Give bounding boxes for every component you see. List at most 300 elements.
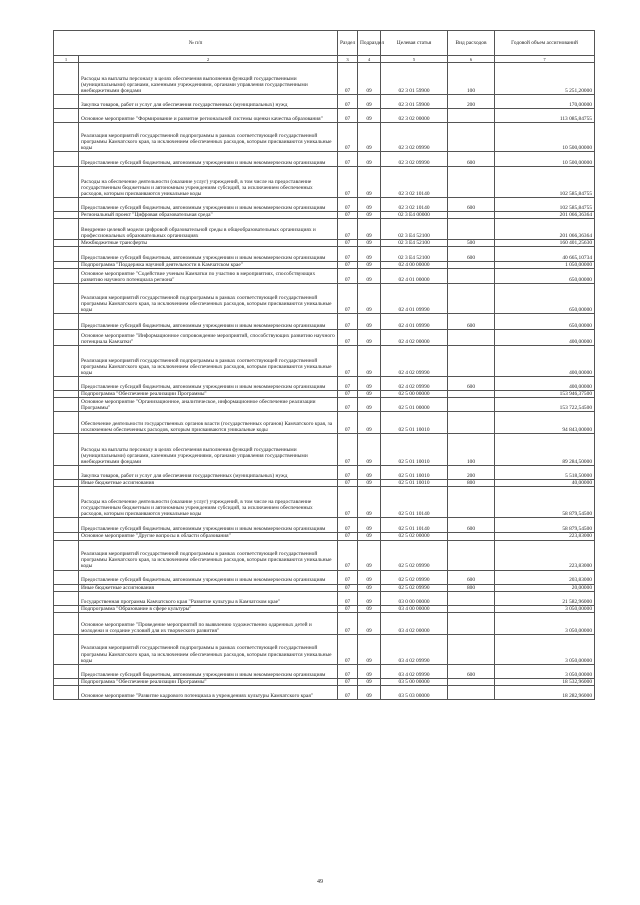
row-index-cell [54,247,79,262]
row-razdel-cell: 07 [338,591,358,605]
row-target-article-cell: 02 3 E4 52100 [381,240,448,247]
row-target-article-cell: 02 5 02 09990 [381,540,448,570]
row-index-cell [54,123,79,152]
row-sum-cell: 400,00000 [495,346,595,377]
row-razdel-cell: 07 [338,612,358,634]
table-row [54,605,595,612]
row-razdel-cell: 07 [338,605,358,612]
table-row [54,398,595,412]
row-razdel-cell: 07 [338,685,358,699]
row-target-article-cell: 02 3 01 59900 [381,95,448,109]
row-sum-cell: 223,83000 [495,540,595,570]
row-sum-cell: 153 946,37500 [495,391,595,398]
row-podrazdel-cell: 09 [358,391,381,398]
row-expense-type-cell: 600 [448,198,495,212]
row-sum-cell: 160 401,25630 [495,240,595,247]
row-expense-type-cell [448,591,495,605]
row-podrazdel-cell: 09 [358,634,381,664]
row-target-article-cell: 02 3 02 09990 [381,152,448,167]
table-row [54,152,595,167]
row-sum-cell: 203,83000 [495,570,595,584]
row-razdel-cell: 07 [338,247,358,262]
row-expense-type-cell: 500 [448,240,495,247]
row-razdel-cell: 07 [338,412,358,434]
row-podrazdel-cell: 09 [358,219,381,240]
row-index-cell [54,412,79,434]
row-razdel-cell: 07 [338,240,358,247]
row-name-cell: Предоставление субсидий бюджетным, автономным учреждениям и иным некоммерческим организациям [79,314,338,330]
row-target-article-cell: 03 5 00 00000 [381,678,448,685]
row-expense-type-cell [448,123,495,152]
row-razdel-cell: 07 [338,634,358,664]
row-target-article-cell: 02 5 02 09990 [381,584,448,591]
col-number: 5 [381,56,448,63]
row-razdel-cell: 07 [338,123,358,152]
table-row [54,284,595,314]
row-name-cell: Предоставление субсидий бюджетным, автономным учреждениям и иным некоммерческим организациям [79,198,338,212]
row-target-article-cell: 03 4 02 00000 [381,612,448,634]
row-sum-cell: 10 500,00000 [495,123,595,152]
row-sum-cell: 3 050,00000 [495,612,595,634]
row-podrazdel-cell: 09 [358,198,381,212]
row-target-article-cell: 02 4 01 09990 [381,314,448,330]
row-podrazdel-cell: 09 [358,434,381,466]
row-name-cell: Реализация мероприятий государственной подпрограммы в рамках соответствующей государственной программы Камчатского края, за исключением обеспеченных расходов, которым присваиваются уникальные коды [79,284,338,314]
row-podrazdel-cell: 09 [358,212,381,219]
row-expense-type-cell: 200 [448,466,495,480]
row-podrazdel-cell: 09 [358,346,381,377]
row-podrazdel-cell: 09 [358,123,381,152]
row-razdel-cell: 07 [338,377,358,391]
row-expense-type-cell: 100 [448,434,495,466]
table-row [54,269,595,284]
row-razdel-cell: 07 [338,466,358,480]
row-expense-type-cell [448,330,495,346]
table-row [54,434,595,466]
row-target-article-cell: 03 0 00 00000 [381,591,448,605]
row-razdel-cell: 07 [338,198,358,212]
table-row [54,518,595,533]
row-sum-cell: 18 282,96000 [495,685,595,699]
row-expense-type-cell [448,167,495,198]
row-index-cell [54,480,79,487]
row-expense-type-cell [448,346,495,377]
row-name-cell: Подпрограмма "Образование в сфере культуры" [79,605,338,612]
row-sum-cell: 40 665,10734 [495,247,595,262]
row-podrazdel-cell: 09 [358,377,381,391]
row-expense-type-cell [448,109,495,123]
row-name-cell: Основное мероприятие "Формирование и развитие региональной системы оценки качества образования" [79,109,338,123]
row-razdel-cell: 07 [338,398,358,412]
col-header-expense-type: Вид расходов [448,31,495,56]
row-name-cell: Предоставление субсидий бюджетным, автономным учреждениям и иным некоммерческим организациям [79,664,338,678]
row-expense-type-cell [448,487,495,518]
table-row [54,570,595,584]
row-target-article-cell: 02 5 01 00000 [381,398,448,412]
row-razdel-cell: 07 [338,167,358,198]
row-sum-cell: 5 518,50000 [495,466,595,480]
row-target-article-cell: 02 4 01 00000 [381,269,448,284]
table-row [54,167,595,198]
row-index-cell [54,487,79,518]
row-target-article-cell: 02 3 02 09990 [381,123,448,152]
budget-table-container [53,30,594,700]
row-index-cell [54,198,79,212]
row-index-cell [54,634,79,664]
row-sum-cell: 3 050,00000 [495,605,595,612]
row-razdel-cell: 07 [338,269,358,284]
row-target-article-cell: 03 4 02 09990 [381,634,448,664]
row-sum-cell: 58 879,54500 [495,518,595,533]
row-podrazdel-cell: 09 [358,109,381,123]
row-expense-type-cell [448,605,495,612]
row-podrazdel-cell: 09 [358,398,381,412]
row-sum-cell: 400,00000 [495,377,595,391]
row-name-cell: Региональный проект "Цифровая образовательная среда" [79,212,338,219]
row-target-article-cell: 02 4 02 00000 [381,330,448,346]
table-row [54,109,595,123]
row-expense-type-cell: 800 [448,584,495,591]
row-sum-cell: 102 585,84755 [495,198,595,212]
row-target-article-cell: 03 4 02 09990 [381,664,448,678]
row-sum-cell: 223,83000 [495,533,595,540]
row-podrazdel-cell: 09 [358,605,381,612]
row-expense-type-cell [448,540,495,570]
table-row [54,533,595,540]
table-row [54,63,595,95]
row-name-cell: Расходы на обеспечение деятельности (оказание услуг) учреждений, в том числе на предоставление государственным бюджетным и автономным учреждениям субсидий, за исключением обеспеченных расходов, которым присваиваются уникальные коды [79,167,338,198]
row-target-article-cell: 02 5 00 00000 [381,391,448,398]
row-razdel-cell: 07 [338,678,358,685]
row-sum-cell: 18 532,96000 [495,678,595,685]
row-name-cell: Основное мероприятие "Проведение мероприятий по выявлению художественно одаренных детей и молодежи и создание условий для их творческого развития" [79,612,338,634]
row-target-article-cell: 02 4 01 09990 [381,284,448,314]
col-header-razdel: Раздел [338,31,358,56]
table-row [54,664,595,678]
row-expense-type-cell [448,284,495,314]
table-row [54,247,595,262]
row-podrazdel-cell: 09 [358,314,381,330]
row-name-cell: Расходы на обеспечение деятельности (оказание услуг) учреждений, в том числе на предоставление государственным бюджетным и автономным учреждениям субсидий, за исключением обеспеченных расходов, которым присваиваются уникальные коды [79,487,338,518]
row-expense-type-cell: 600 [448,570,495,584]
row-sum-cell: 650,00000 [495,314,595,330]
row-sum-cell: 89 284,50000 [495,434,595,466]
row-podrazdel-cell: 09 [358,95,381,109]
table-row [54,240,595,247]
row-sum-cell: 153 722,54500 [495,398,595,412]
row-podrazdel-cell: 09 [358,487,381,518]
col-number: 3 [338,56,358,63]
header-row [54,31,595,56]
row-razdel-cell: 07 [338,95,358,109]
table-row [54,314,595,330]
row-expense-type-cell [448,219,495,240]
row-name-cell: Подпрограмма "Обеспечение реализации Программы" [79,678,338,685]
row-index-cell [54,314,79,330]
row-target-article-cell: 02 5 01 10010 [381,480,448,487]
row-expense-type-cell [448,391,495,398]
row-podrazdel-cell: 09 [358,63,381,95]
row-sum-cell: 5 251,20000 [495,63,595,95]
table-row [54,330,595,346]
row-target-article-cell: 02 3 E4 52100 [381,219,448,240]
row-name-cell: Основное мероприятие "Развитие кадрового потенциала в учреждениях культуры Камчатского края" [79,685,338,699]
row-expense-type-cell [448,262,495,269]
row-podrazdel-cell: 09 [358,284,381,314]
row-razdel-cell: 07 [338,584,358,591]
row-podrazdel-cell: 09 [358,167,381,198]
row-expense-type-cell [448,533,495,540]
row-target-article-cell: 02 3 02 10140 [381,167,448,198]
row-index-cell [54,434,79,466]
table-row [54,123,595,152]
row-podrazdel-cell: 09 [358,664,381,678]
row-expense-type-cell: 600 [448,152,495,167]
row-index-cell [54,518,79,533]
row-expense-type-cell: 800 [448,480,495,487]
row-name-cell: Предоставление субсидий бюджетным, автономным учреждениям и иным некоммерческим организациям [79,152,338,167]
col-header-podrazdel: Подраздел [358,31,381,56]
row-expense-type-cell: 100 [448,63,495,95]
row-expense-type-cell: 600 [448,377,495,391]
row-name-cell: Основное мероприятие "Информационное сопровождение мероприятий, способствующих развитию научного потенциала Камчатки" [79,330,338,346]
row-target-article-cell: 02 3 E4 00000 [381,212,448,219]
row-expense-type-cell [448,212,495,219]
row-target-article-cell: 02 5 01 10140 [381,518,448,533]
row-target-article-cell: 02 5 02 00000 [381,533,448,540]
row-razdel-cell: 07 [338,346,358,377]
row-index-cell [54,346,79,377]
row-razdel-cell: 07 [338,212,358,219]
row-razdel-cell: 07 [338,533,358,540]
row-index-cell [54,109,79,123]
row-podrazdel-cell: 09 [358,247,381,262]
table-row [54,591,595,605]
row-name-cell: Закупка товаров, работ и услуг для обеспечения государственных (муниципальных) нужд [79,95,338,109]
row-expense-type-cell [448,269,495,284]
row-target-article-cell: 02 4 02 09990 [381,377,448,391]
row-podrazdel-cell: 09 [358,584,381,591]
table-row [54,466,595,480]
row-target-article-cell: 03 5 03 00000 [381,685,448,699]
row-name-cell: Расходы на выплаты персоналу в целях обеспечения выполнения функций государственными (муниципальными) органами, казенными учреждениями, органами управления государственными внебюджетными фондами [79,63,338,95]
row-name-cell: Реализация мероприятий государственной подпрограммы в рамках соответствующей государственной программы Камчатского края, за исключением обеспеченных расходов, которым присваиваются уникальные коды [79,123,338,152]
row-index-cell [54,591,79,605]
row-sum-cell: 102 585,84755 [495,167,595,198]
row-index-cell [54,685,79,699]
row-podrazdel-cell: 09 [358,330,381,346]
col-number: 1 [54,56,79,63]
row-sum-cell: 201 066,36364 [495,219,595,240]
row-sum-cell: 650,00000 [495,284,595,314]
row-expense-type-cell [448,412,495,434]
page-number: 49 [317,879,323,885]
row-razdel-cell: 07 [338,63,358,95]
col-header-target-article: Целевая статья [381,31,448,56]
row-name-cell: Внедрение целевой модели цифровой образовательной среды в общеобразовательных организациях и профессиональных образовательных организациях [79,219,338,240]
row-name-cell: Подпрограмма "Поддержка научной деятельности в Камчатском крае" [79,262,338,269]
row-expense-type-cell: 600 [448,664,495,678]
row-name-cell: Предоставление субсидий бюджетным, автономным учреждениям и иным некоммерческим организациям [79,518,338,533]
row-name-cell: Иные бюджетные ассигнования [79,480,338,487]
table-row [54,262,595,269]
row-podrazdel-cell: 09 [358,685,381,699]
table-row [54,377,595,391]
row-podrazdel-cell: 09 [358,269,381,284]
budget-table [53,30,595,700]
row-index-cell [54,269,79,284]
row-podrazdel-cell: 09 [358,466,381,480]
table-row [54,346,595,377]
row-podrazdel-cell: 09 [358,570,381,584]
row-razdel-cell: 07 [338,314,358,330]
table-row [54,391,595,398]
row-expense-type-cell [448,678,495,685]
row-name-cell: Основное мероприятие "Организационное, аналитическое, информационное обеспечение реализации Программы" [79,398,338,412]
row-sum-cell: 21 582,96000 [495,591,595,605]
col-header-name: № п/п [54,31,338,56]
table-row [54,95,595,109]
row-target-article-cell: 02 3 02 10140 [381,198,448,212]
row-target-article-cell: 02 3 E4 52100 [381,247,448,262]
column-number-row [54,56,595,63]
row-target-article-cell: 02 3 02 00000 [381,109,448,123]
row-expense-type-cell [448,634,495,664]
row-expense-type-cell: 600 [448,518,495,533]
table-row [54,685,595,699]
row-name-cell: Закупка товаров, работ и услуг для обеспечения государственных (муниципальных) нужд [79,466,338,480]
row-target-article-cell: 02 4 00 00000 [381,262,448,269]
row-index-cell [54,398,79,412]
table-row [54,212,595,219]
row-index-cell [54,584,79,591]
row-name-cell: Предоставление субсидий бюджетным, автономным учреждениям и иным некоммерческим организациям [79,570,338,584]
row-index-cell [54,570,79,584]
row-razdel-cell: 07 [338,284,358,314]
row-index-cell [54,540,79,570]
row-expense-type-cell: 200 [448,95,495,109]
row-sum-cell: 170,00000 [495,95,595,109]
col-number: 2 [79,56,338,63]
row-target-article-cell: 02 3 01 59900 [381,63,448,95]
row-razdel-cell: 07 [338,330,358,346]
row-index-cell [54,678,79,685]
row-index-cell [54,466,79,480]
table-row [54,612,595,634]
row-sum-cell: 113 085,84755 [495,109,595,123]
row-index-cell [54,605,79,612]
col-number: 7 [495,56,595,63]
row-sum-cell: 40,00000 [495,480,595,487]
row-razdel-cell: 07 [338,518,358,533]
table-row [54,219,595,240]
row-expense-type-cell [448,612,495,634]
row-index-cell [54,152,79,167]
row-name-cell: Подпрограмма "Обеспечение реализации Программы" [79,391,338,398]
row-razdel-cell: 07 [338,487,358,518]
row-name-cell: Расходы на выплаты персоналу в целях обеспечения выполнения функций государственными (муниципальными) органами, казенными учреждениями, органами управления государственными внебюджетными фондами [79,434,338,466]
row-index-cell [54,63,79,95]
table-row [54,584,595,591]
row-name-cell: Государственная программа Камчатского края "Развитие культуры в Камчатском крае" [79,591,338,605]
row-index-cell [54,330,79,346]
row-index-cell [54,212,79,219]
row-target-article-cell: 02 4 02 09990 [381,346,448,377]
row-sum-cell: 400,00000 [495,330,595,346]
row-podrazdel-cell: 09 [358,612,381,634]
table-row [54,412,595,434]
row-index-cell [54,391,79,398]
row-razdel-cell: 07 [338,109,358,123]
row-podrazdel-cell: 09 [358,412,381,434]
row-razdel-cell: 07 [338,219,358,240]
table-row [54,198,595,212]
row-index-cell [54,240,79,247]
row-podrazdel-cell: 09 [358,540,381,570]
row-sum-cell: 10 500,00000 [495,152,595,167]
col-number: 6 [448,56,495,63]
row-index-cell [54,219,79,240]
row-index-cell [54,95,79,109]
col-header-annual-sum: Годовой объем ассигнований [495,31,595,56]
row-sum-cell: 650,00000 [495,269,595,284]
row-name-cell: Иные бюджетные ассигнования [79,584,338,591]
row-target-article-cell: 02 5 02 09990 [381,570,448,584]
row-name-cell: Предоставление субсидий бюджетным, автономным учреждениям и иным некоммерческим организациям [79,377,338,391]
table-row [54,540,595,570]
row-index-cell [54,377,79,391]
row-podrazdel-cell: 09 [358,533,381,540]
row-target-article-cell: 02 5 01 10140 [381,487,448,518]
row-name-cell: Реализация мероприятий государственной подпрограммы в рамках соответствующей государственной программы Камчатского края, за исключением обеспеченных расходов, которым присваиваются уникальные коды [79,540,338,570]
row-razdel-cell: 07 [338,540,358,570]
table-row [54,678,595,685]
row-expense-type-cell [448,398,495,412]
row-name-cell: Основное мероприятие "Другие вопросы в области образования" [79,533,338,540]
row-name-cell: Реализация мероприятий государственной подпрограммы в рамках соответствующей государственной программы Камчатского края, за исключением обеспеченных расходов, которым присваиваются уникальные коды [79,346,338,377]
row-razdel-cell: 07 [338,434,358,466]
row-razdel-cell: 07 [338,152,358,167]
row-index-cell [54,262,79,269]
row-name-cell: Основное мероприятие "Содействие ученым Камчатки по участию в мероприятиях, способствующих развитию научного потенциала региона" [79,269,338,284]
row-target-article-cell: 02 5 01 10010 [381,466,448,480]
row-sum-cell: 1 050,00000 [495,262,595,269]
row-name-cell: Обеспечение деятельности государственных органов власти (государственных органов) Камчатского края, за исключением обеспеченных расходов, которым присваиваются уникальные коды [79,412,338,434]
row-name-cell: Предоставление субсидий бюджетным, автономным учреждениям и иным некоммерческим организациям [79,247,338,262]
row-sum-cell: 20,00000 [495,584,595,591]
row-podrazdel-cell: 09 [358,518,381,533]
row-podrazdel-cell: 09 [358,480,381,487]
row-razdel-cell: 07 [338,480,358,487]
row-target-article-cell: 03 4 00 00000 [381,605,448,612]
row-index-cell [54,533,79,540]
row-expense-type-cell: 600 [448,247,495,262]
table-row [54,634,595,664]
row-index-cell [54,167,79,198]
row-expense-type-cell [448,685,495,699]
table-row [54,480,595,487]
row-podrazdel-cell: 09 [358,591,381,605]
row-podrazdel-cell: 09 [358,262,381,269]
row-expense-type-cell: 600 [448,314,495,330]
row-index-cell [54,612,79,634]
row-index-cell [54,284,79,314]
row-sum-cell: 3 050,00000 [495,634,595,664]
row-name-cell: Реализация мероприятий государственной подпрограммы в рамках соответствующей государственной программы Камчатского края, за исключением обеспеченных расходов, которым присваиваются уникальные коды [79,634,338,664]
row-name-cell: Межбюджетные трансферты [79,240,338,247]
row-podrazdel-cell: 09 [358,152,381,167]
row-target-article-cell: 02 5 01 10010 [381,412,448,434]
